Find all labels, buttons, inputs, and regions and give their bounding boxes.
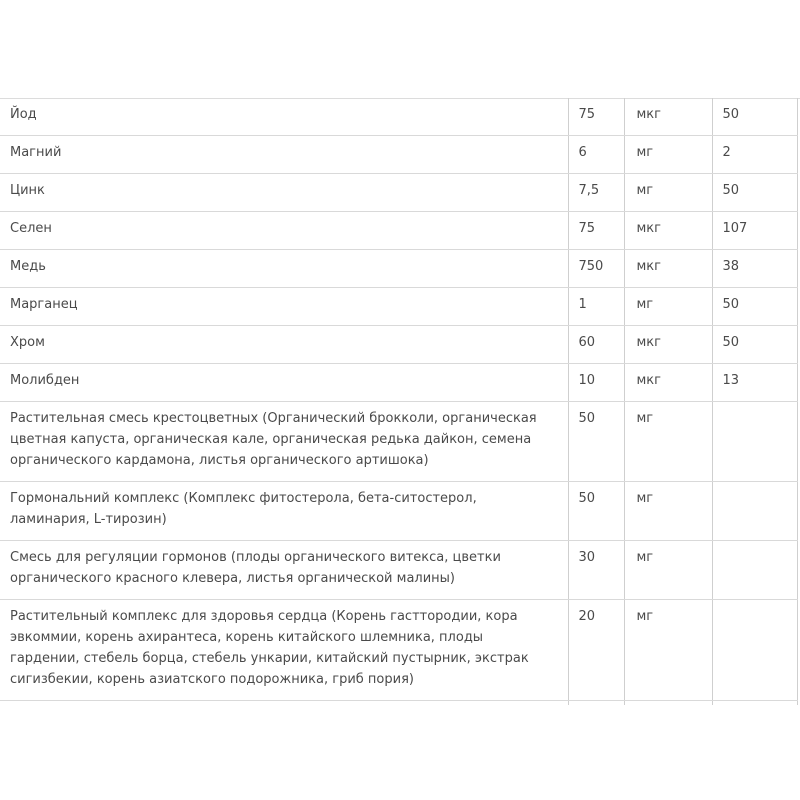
nutrition-table <box>0 98 798 705</box>
ingredient-daily-value: 2 <box>712 136 797 174</box>
ingredient-unit: мкг <box>624 326 712 364</box>
ingredient-name: Марганец <box>0 288 568 326</box>
ingredient-amount: 6 <box>568 136 624 174</box>
table-cell-empty <box>0 701 568 706</box>
ingredient-unit: мг <box>624 402 712 482</box>
ingredient-daily-value: 50 <box>712 174 797 212</box>
ingredient-name: Селен <box>0 212 568 250</box>
ingredient-unit: мкг <box>624 98 712 136</box>
table-cell-empty <box>712 701 797 706</box>
ingredient-name: Цинк <box>0 174 568 212</box>
ingredient-daily-value: 107 <box>712 212 797 250</box>
ingredient-unit: мг <box>624 600 712 701</box>
ingredient-daily-value: 50 <box>712 98 797 136</box>
nutrition-table-wrapper <box>0 98 800 705</box>
ingredient-amount: 60 <box>568 326 624 364</box>
ingredient-name: Молибден <box>0 364 568 402</box>
ingredient-unit: мкг <box>624 364 712 402</box>
ingredient-daily-value <box>712 600 797 701</box>
ingredient-amount: 75 <box>568 212 624 250</box>
table-row <box>0 250 797 288</box>
ingredient-amount: 750 <box>568 250 624 288</box>
ingredient-unit: мкг <box>624 212 712 250</box>
table-row <box>0 482 797 541</box>
ingredient-unit: мг <box>624 136 712 174</box>
ingredient-daily-value <box>712 402 797 482</box>
ingredient-name: Хром <box>0 326 568 364</box>
table-cell-empty <box>624 701 712 706</box>
ingredient-amount: 50 <box>568 402 624 482</box>
nutrition-table-body <box>0 98 797 705</box>
table-row <box>0 98 797 136</box>
ingredient-amount: 30 <box>568 541 624 600</box>
ingredient-amount: 75 <box>568 98 624 136</box>
table-row <box>0 600 797 701</box>
ingredient-amount: 10 <box>568 364 624 402</box>
ingredient-daily-value: 13 <box>712 364 797 402</box>
table-row <box>0 326 797 364</box>
ingredient-unit: мг <box>624 482 712 541</box>
table-row <box>0 288 797 326</box>
table-row-partial <box>0 701 797 706</box>
table-row <box>0 174 797 212</box>
table-row <box>0 136 797 174</box>
ingredient-daily-value: 38 <box>712 250 797 288</box>
ingredient-name: Гормональний комплекс (Комплекс фитостерола, бета-ситостерол, ламинария, L-тирозин) <box>0 482 568 541</box>
ingredient-unit: мг <box>624 288 712 326</box>
ingredient-name: Медь <box>0 250 568 288</box>
ingredient-unit: мг <box>624 541 712 600</box>
ingredient-name: Растительный комплекс для здоровья сердца (Корень гасттородии, кора эвкоммии, корень ахирантеса, корень китайского шлемника, плоды гардении, стебель борца, стебель ункарии, китайский пустырник, экстрак сигизбекии, корень азиатского подорожника, гриб пория) <box>0 600 568 701</box>
table-cell-empty <box>568 701 624 706</box>
ingredient-daily-value <box>712 541 797 600</box>
ingredient-amount: 7,5 <box>568 174 624 212</box>
ingredient-name: Магний <box>0 136 568 174</box>
ingredient-daily-value <box>712 482 797 541</box>
ingredient-unit: мкг <box>624 250 712 288</box>
ingredient-name: Растительная смесь крестоцветных (Органический брокколи, органическая цветная капуста, органическая кале, органическая редька дайкон, семена органического кардамона, листья органического артишока) <box>0 402 568 482</box>
ingredient-daily-value: 50 <box>712 288 797 326</box>
ingredient-unit: мг <box>624 174 712 212</box>
table-row <box>0 364 797 402</box>
ingredient-name: Йод <box>0 98 568 136</box>
ingredient-amount: 50 <box>568 482 624 541</box>
ingredient-amount: 20 <box>568 600 624 701</box>
ingredient-daily-value: 50 <box>712 326 797 364</box>
table-row <box>0 541 797 600</box>
table-row <box>0 212 797 250</box>
ingredient-name: Смесь для регуляции гормонов (плоды органического витекса, цветки органического красного клевера, листья органической малины) <box>0 541 568 600</box>
table-row <box>0 402 797 482</box>
ingredient-amount: 1 <box>568 288 624 326</box>
